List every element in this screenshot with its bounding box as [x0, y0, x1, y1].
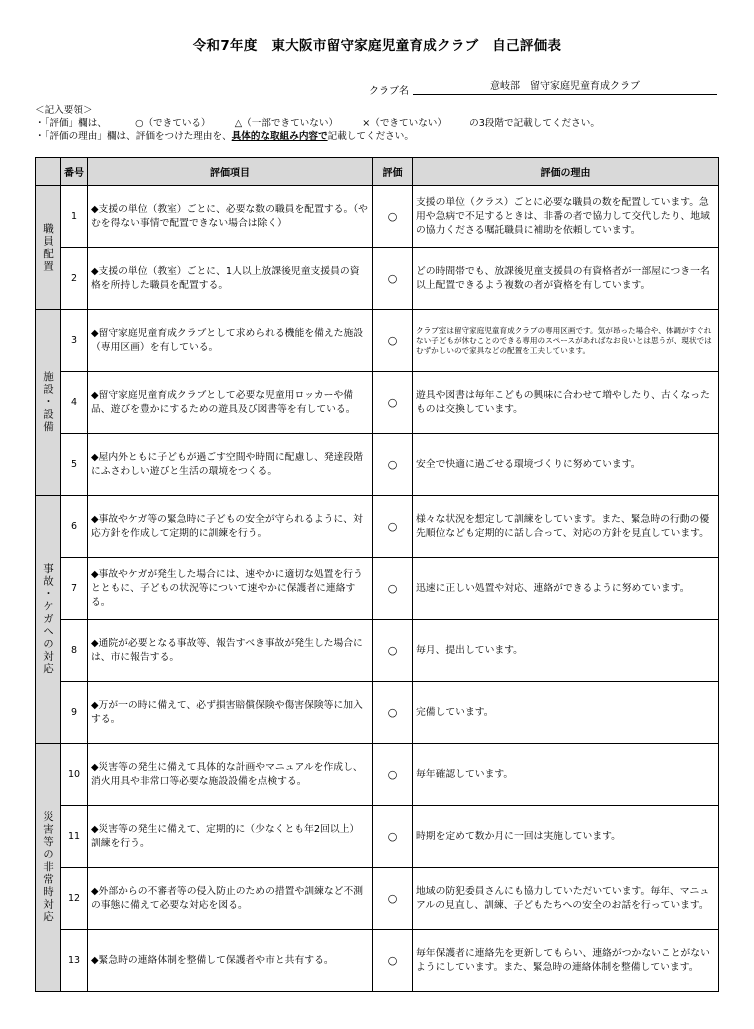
evaluation-item: ◆外部からの不審者等の侵入防止のための措置や訓練など不測の事態に備えて必要な対応を図る。: [88, 868, 373, 930]
evaluation-mark: ○: [373, 496, 413, 558]
evaluation-reason: 支援の単位（クラス）ごとに必要な職員の数を配置しています。急用や急病で不足するときは、非番の者で協力して交代したり、地域の協力くださる嘱託職員に補助を依頼しています。: [413, 186, 719, 248]
table-header-row: [36, 158, 719, 186]
instructions-heading: ＜記入要領＞: [35, 105, 93, 116]
evaluation-reason: 地域の防犯委員さんにも協力していただいています。毎年、マニュアルの見直し、訓練、子どもたちへの安全のお話を行っています。: [413, 868, 719, 930]
category-staffing: 職員配置: [36, 186, 61, 310]
table-row: [36, 682, 719, 744]
instructions-line-2-suffix: 記載してください。: [327, 131, 414, 142]
row-number: 9: [61, 682, 88, 744]
evaluation-mark: ○: [373, 558, 413, 620]
row-number: 7: [61, 558, 88, 620]
table-row: [36, 930, 719, 992]
table-row: [36, 868, 719, 930]
category-facility: 施設・設備: [36, 310, 61, 496]
row-number: 12: [61, 868, 88, 930]
row-number: 5: [61, 434, 88, 496]
evaluation-mark: ○: [373, 930, 413, 992]
table-row: [36, 310, 719, 372]
evaluation-mark: ○: [373, 372, 413, 434]
option-bad: ×（できていない）: [362, 118, 447, 129]
evaluation-mark: ○: [373, 434, 413, 496]
evaluation-item: ◆支援の単位（教室）ごとに、1人以上放課後児童支援員の資格を所持した職員を配置する。: [88, 248, 373, 310]
header-reason: 評価の理由: [413, 158, 719, 186]
category-accident: 事故・ケガへの対応: [36, 496, 61, 744]
evaluation-reason: 毎年確認しています。: [413, 744, 719, 806]
header-num: 番号: [61, 158, 88, 186]
evaluation-reason: 迅速に正しい処置や対応、連絡ができるように努めています。: [413, 558, 719, 620]
evaluation-mark: ○: [373, 248, 413, 310]
table-row: [36, 558, 719, 620]
table-row: [36, 248, 719, 310]
evaluation-mark: ○: [373, 310, 413, 372]
evaluation-reason: 時期を定めて数か月に一回は実施しています。: [413, 806, 719, 868]
evaluation-reason: 毎年保護者に連絡先を更新してもらい、連絡がつかないことがないようにしています。また、緊急時の連絡体制を整備しています。: [413, 930, 719, 992]
evaluation-reason: 毎月、提出しています。: [413, 620, 719, 682]
instructions-line-1-suffix: の3段階で記載してください。: [469, 118, 600, 129]
evaluation-item: ◆屋内外ともに子どもが過ごす空間や時間に配慮し、発達段階にふさわしい遊びと生活の環境をつくる。: [88, 434, 373, 496]
evaluation-mark: ○: [373, 682, 413, 744]
instructions-line-1: [35, 117, 600, 130]
evaluation-reason: 完備しています。: [413, 682, 719, 744]
row-number: 11: [61, 806, 88, 868]
evaluation-item: ◆留守家庭児童育成クラブとして求められる機能を備えた施設（専用区画）を有している。: [88, 310, 373, 372]
evaluation-reason: 遊具や図書は毎年こどもの興味に合わせて増やしたり、古くなったものは交換しています。: [413, 372, 719, 434]
evaluation-item: ◆支援の単位（教室）ごとに、必要な数の職員を配置する。（やむを得ない事情で配置できない場合は除く）: [88, 186, 373, 248]
row-number: 1: [61, 186, 88, 248]
evaluation-mark: ○: [373, 868, 413, 930]
evaluation-item: ◆緊急時の連絡体制を整備して保護者や市と共有する。: [88, 930, 373, 992]
header-category: [36, 158, 61, 186]
evaluation-table: [35, 157, 719, 992]
row-number: 3: [61, 310, 88, 372]
row-number: 2: [61, 248, 88, 310]
evaluation-item: ◆万が一の時に備えて、必ず損害賠償保険や傷害保険等に加入する。: [88, 682, 373, 744]
instructions-line-2-prefix: ・「評価の理由」欄は、評価をつけた理由を、: [35, 131, 232, 142]
evaluation-item: ◆事故やケガ等の緊急時に子どもの安全が守られるように、対応方針を作成して定期的に訓練を行う。: [88, 496, 373, 558]
category-disaster: 災害等の非常時対応: [36, 744, 61, 992]
evaluation-mark: ○: [373, 806, 413, 868]
evaluation-reason: 様々な状況を想定して訓練をしています。また、緊急時の行動の優先順位なども定期的に話し合って、対応の方針を見直しています。: [413, 496, 719, 558]
table-row: [36, 186, 719, 248]
table-row: [36, 806, 719, 868]
evaluation-item: ◆通院が必要となる事故等、報告すべき事故が発生した場合には、市に報告する。: [88, 620, 373, 682]
evaluation-item: ◆留守家庭児童育成クラブとして必要な児童用ロッカーや備品、遊びを豊かにするための遊具及び図書等を有している。: [88, 372, 373, 434]
table-row: [36, 496, 719, 558]
evaluation-mark: ○: [373, 620, 413, 682]
table-row: [36, 372, 719, 434]
instructions-emphasis: 具体的な取組み内容で: [231, 131, 328, 142]
club-name-label: クラブ名: [369, 86, 409, 97]
page-title: 令和7年度 東大阪市留守家庭児童育成クラブ 自己評価表: [192, 38, 562, 54]
club-name-value: 意岐部 留守家庭児童育成クラブ: [413, 80, 717, 95]
option-partial: △（一部できていない）: [234, 118, 339, 129]
evaluation-reason: クラブ室は留守家庭児童育成クラブの専用区画です。気が昂った場合や、体調がすぐれない子どもが休むことのできる専用のスペースがあればなお良いとは思うが、現状ではむずかしいので家具などの配置を工夫しています。: [413, 310, 719, 372]
table-row: [36, 620, 719, 682]
table-row: [36, 434, 719, 496]
row-number: 13: [61, 930, 88, 992]
row-number: 6: [61, 496, 88, 558]
evaluation-item: ◆災害等の発生に備えて具体的な計画やマニュアルを作成し、消火用具や非常口等必要な施設設備を点検する。: [88, 744, 373, 806]
evaluation-mark: ○: [373, 744, 413, 806]
instructions: [35, 104, 600, 143]
option-good: ○（できている）: [135, 118, 211, 129]
evaluation-item: ◆事故やケガが発生した場合には、速やかに適切な処置を行うとともに、子どもの状況等について速やかに保護者に連絡する。: [88, 558, 373, 620]
evaluation-reason: どの時間帯でも、放課後児童支援員の有資格者が一部屋につき一名以上配置できるよう複数の者が資格を有しています。: [413, 248, 719, 310]
header-item: 評価項目: [88, 158, 373, 186]
evaluation-item: ◆災害等の発生に備えて、定期的に（少なくとも年2回以上）訓練を行う。: [88, 806, 373, 868]
evaluation-reason: 安全で快適に過ごせる環境づくりに努めています。: [413, 434, 719, 496]
row-number: 8: [61, 620, 88, 682]
row-number: 10: [61, 744, 88, 806]
header-eval: 評価: [373, 158, 413, 186]
row-number: 4: [61, 372, 88, 434]
table-row: [36, 744, 719, 806]
instructions-line-2: [35, 130, 600, 143]
instructions-line-1-prefix: ・「評価」欄は、: [35, 118, 107, 129]
evaluation-mark: ○: [373, 186, 413, 248]
